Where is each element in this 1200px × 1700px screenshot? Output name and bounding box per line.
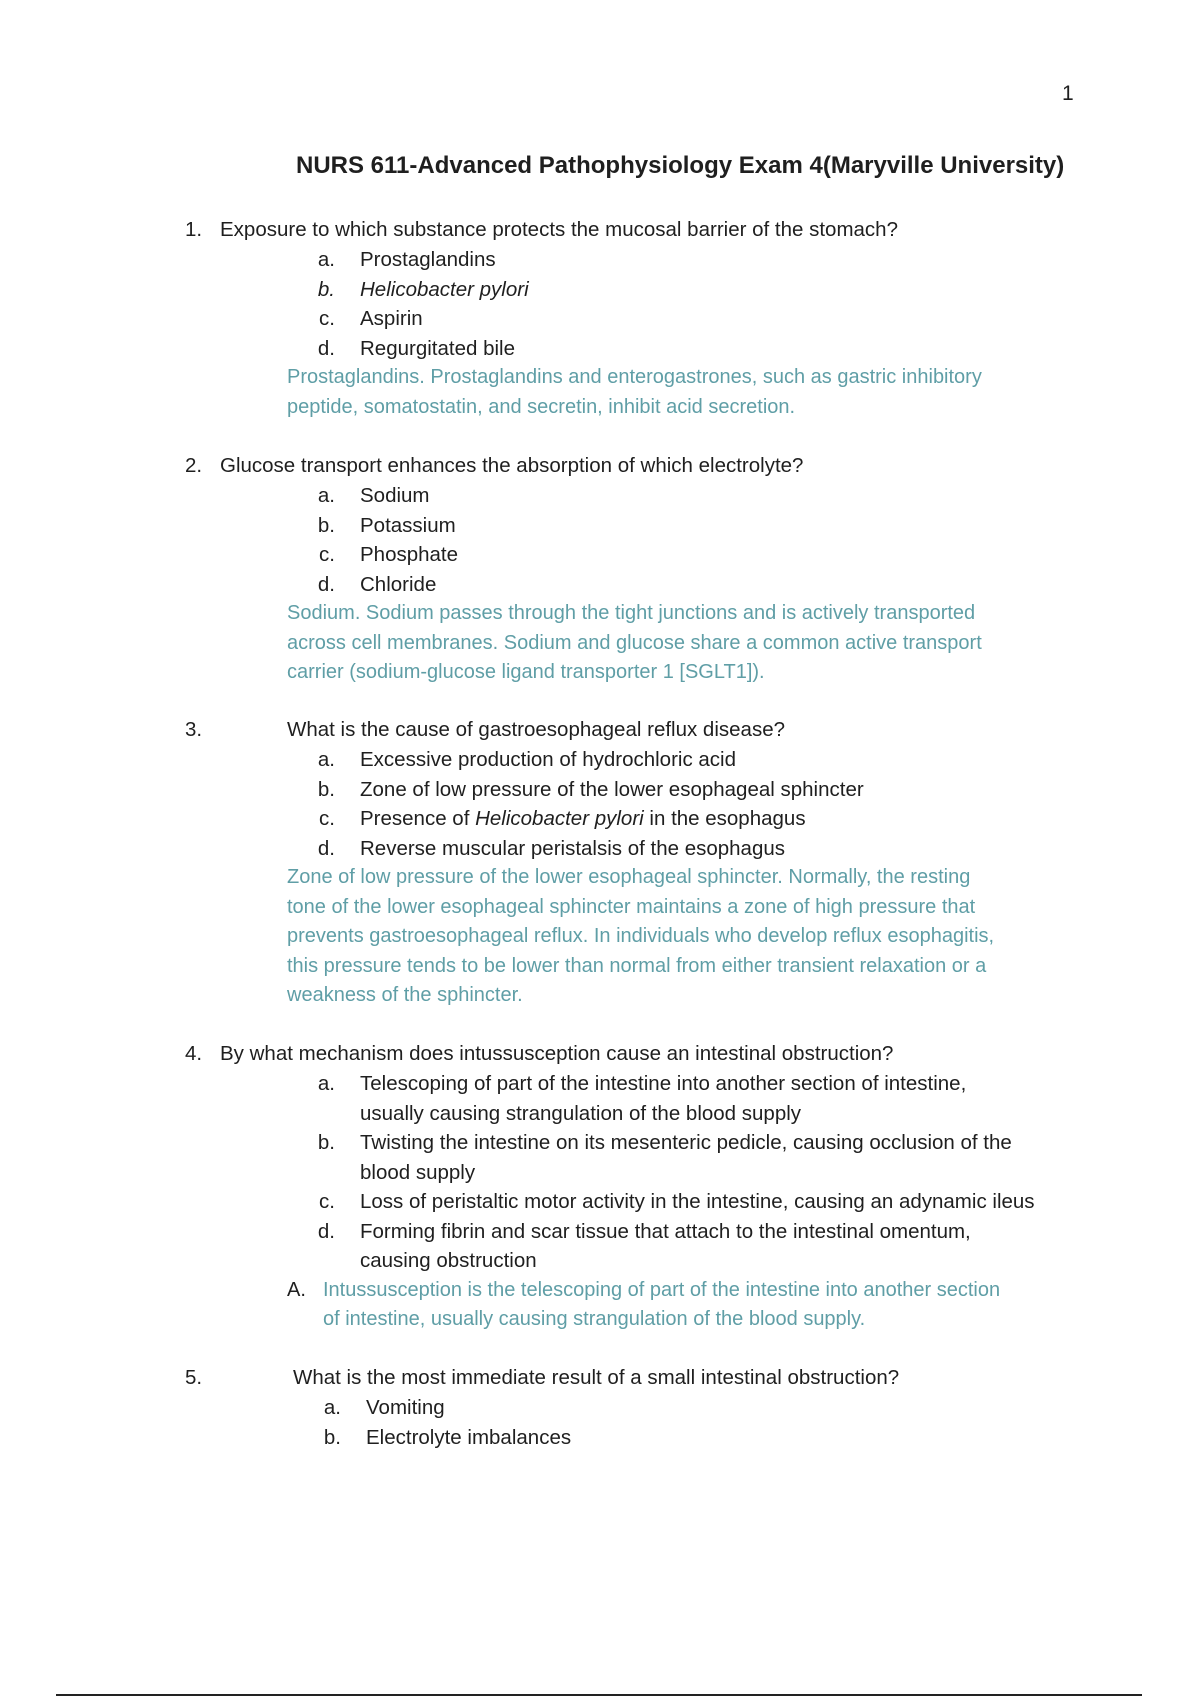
option: d. Reverse muscular peristalsis of the esophagus [317,836,786,860]
option: c. Aspirin [319,307,423,330]
question-number: 5. [185,1366,203,1389]
option: d. Chloride [317,572,437,596]
question-2 [185,452,1135,688]
question-text: Exposure to which substance protects the mucosal barrier of the stomach? [220,218,898,241]
option: a. Excessive production of hydrochloric acid [317,748,737,771]
question-4 [185,1040,1135,1335]
answer-explanation: A. Intussusception is the telescoping of part of the intestine into another section of intestine, usually causing strangulation of the blood supply. [185,1276,1135,1335]
option: c. Presence of Helicobacter pylori in the esophagus [319,807,806,830]
answer-explanation: Zone of low pressure of the lower esophageal sphincter. Normally, the resting tone of the lower esophageal sphincter maintains a zone of high pressure that prevents gastroesophageal reflux. In individuals who develop reflux esophagitis, this pressure tends to be lower than normal from either transient relaxation or a weakness of the sphincter. [287,866,995,1006]
option: c. Phosphate [319,543,459,566]
option: b. Helicobacter pylori [317,277,529,301]
bottom-divider [56,1694,1142,1696]
option: a. Prostaglandins [317,248,496,271]
question-text: By what mechanism does intussusception cause an intestinal obstruction? [220,1042,894,1065]
option: c. Loss of peristaltic motor activity in the intestine, causing an adynamic ileus [319,1190,1035,1213]
question-text: What is the most immediate result of a small intestinal obstruction? [293,1366,900,1389]
option: d. Forming fibrin and scar tissue that attach to the intestinal omentum, causing obstruction [317,1219,971,1272]
question-number: 4. [185,1042,203,1065]
answer-explanation: Sodium. Sodium passes through the tight junctions and is actively transported across cell membranes. Sodium and glucose share a common active transport carrier (sodium-glucose ligand transporter 1 [SGLT1]). [287,602,982,683]
question-3 [185,716,1135,1011]
option: b. Electrolyte imbalances [323,1425,572,1449]
question-number: 1. [185,218,203,241]
question-1 [185,216,1135,422]
question-text: What is the cause of gastroesophageal reflux disease? [287,718,785,741]
option: a. Sodium [317,484,430,507]
option: b. Potassium [317,513,456,537]
option: b. Zone of low pressure of the lower esophageal sphincter [317,777,864,801]
answer-explanation: Prostaglandins. Prostaglandins and enterogastrones, such as gastric inhibitory peptide, somatostatin, and secretin, inhibit acid secretion. [287,366,982,418]
option: b. Twisting the intestine on its mesenteric pedicle, causing occlusion of the blood supply [317,1131,1012,1184]
document-title: NURS 611-Advanced Pathophysiology Exam 4(Maryville University) [296,152,1065,179]
option: a. Telescoping of part of the intestine into another section of intestine, usually causing strangulation of the blood supply [317,1072,967,1125]
answer-letter: A. [287,1278,306,1301]
option: a. Vomiting [323,1396,445,1419]
question-number: 3. [185,718,203,741]
question-text: Glucose transport enhances the absorption of which electrolyte? [220,454,804,477]
page-number: 1 [1062,82,1074,105]
question-number: 2. [185,454,203,477]
question-5 [185,1364,1135,1452]
option: d. Regurgitated bile [317,336,515,360]
